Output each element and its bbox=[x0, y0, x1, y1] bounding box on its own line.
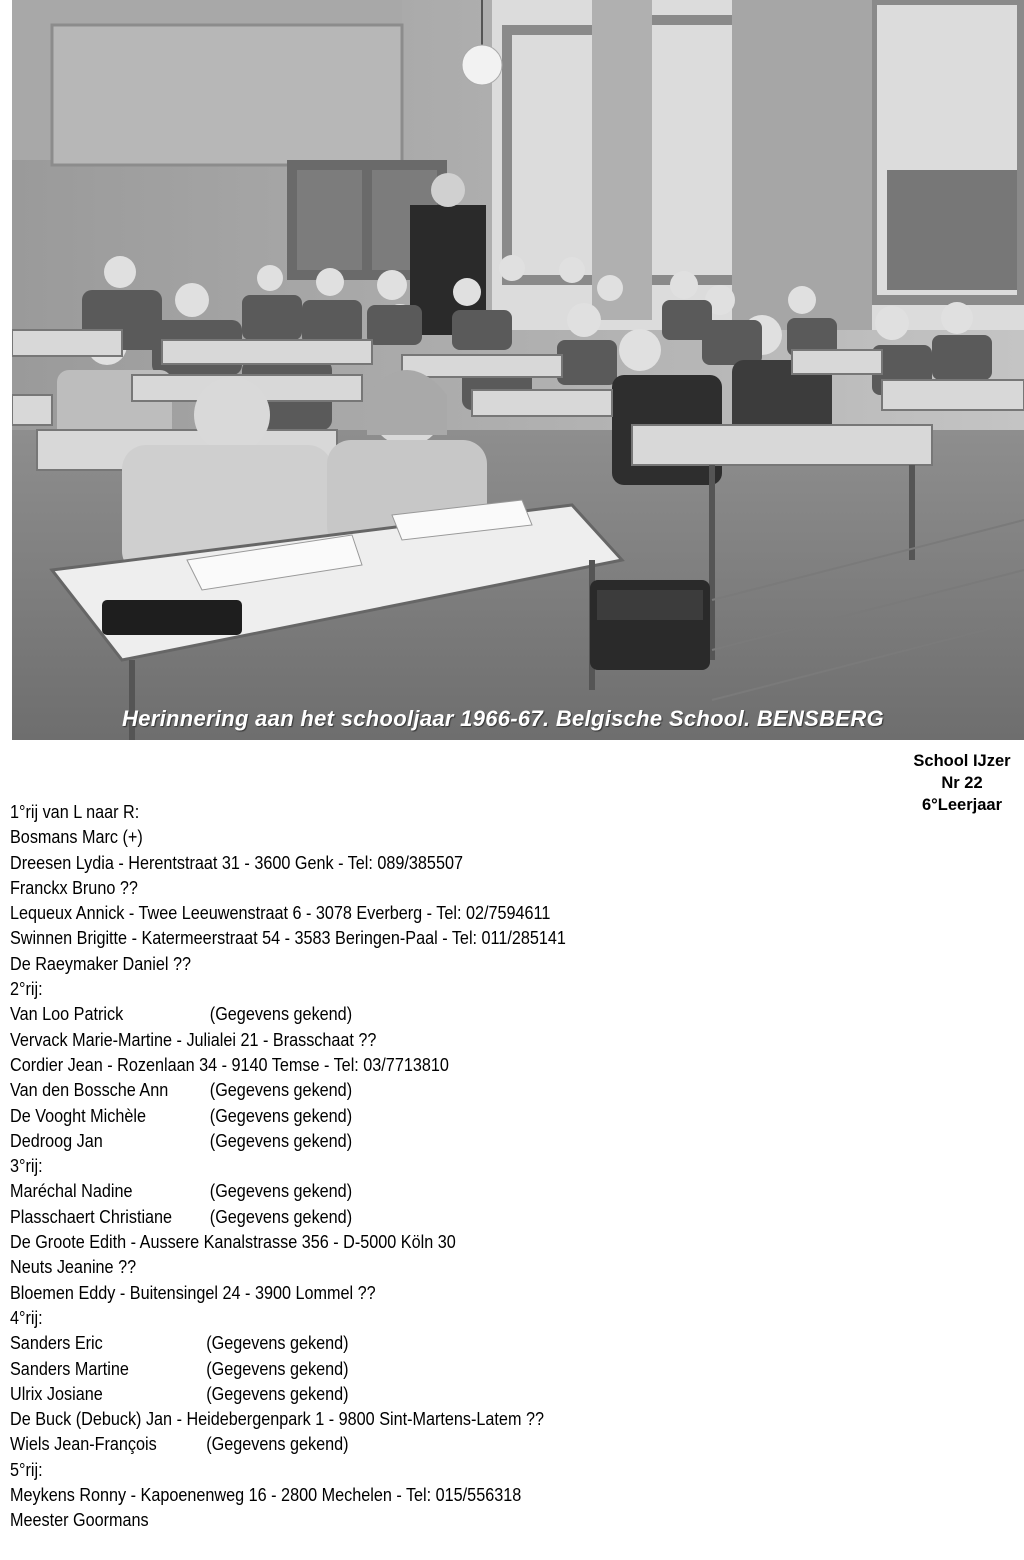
list-item-text: 1°rij van L naar R: bbox=[10, 802, 140, 822]
list-item-text: 3°rij: bbox=[10, 1156, 43, 1177]
list-item bbox=[10, 1129, 820, 1154]
list-item bbox=[10, 901, 820, 926]
list-item-text: Sanders Eric bbox=[10, 1333, 103, 1354]
school-name: School IJzer bbox=[913, 752, 1011, 770]
list-item bbox=[10, 1205, 820, 1230]
list-item-text: De Raeymaker Daniel ?? bbox=[10, 953, 191, 974]
list-item-text: Meester Goormans bbox=[10, 1510, 149, 1531]
list-item-status: (Gegevens gekend) bbox=[209, 1004, 353, 1025]
list-item bbox=[10, 1483, 820, 1508]
photo-caption: Herinnering aan het schooljaar 1966-67. Belgische School. BENSBERG bbox=[122, 706, 884, 731]
list-item-text: Wiels Jean-François bbox=[10, 1434, 157, 1455]
list-item bbox=[10, 1331, 820, 1356]
list-item-text: 4°rij: bbox=[10, 1307, 43, 1328]
list-item bbox=[10, 1357, 820, 1382]
photo-number: Nr 22 bbox=[941, 774, 983, 792]
list-item-text: Meykens Ronny - Kapoenenweg 16 - 2800 Mechelen - Tel: 015/556318 bbox=[10, 1485, 522, 1506]
classroom-photo-illustration bbox=[12, 0, 1024, 740]
list-item-text: Dreesen Lydia - Herentstraat 31 - 3600 Genk - Tel: 089/385507 bbox=[10, 852, 463, 873]
list-item-text: De Buck (Debuck) Jan - Heidebergenpark 1 - 9800 Sint-Martens-Latem ?? bbox=[10, 1409, 544, 1430]
list-item bbox=[10, 1458, 820, 1483]
list-item-text: Neuts Jeanine ?? bbox=[10, 1257, 137, 1278]
list-item-status: (Gegevens gekend) bbox=[206, 1333, 349, 1354]
list-item bbox=[10, 876, 820, 901]
list-item bbox=[10, 1104, 820, 1129]
list-item-text: 2°rij: bbox=[10, 979, 43, 1000]
class-photo bbox=[12, 0, 1024, 740]
list-item-text: Sanders Martine bbox=[10, 1358, 129, 1379]
list-item-status: (Gegevens gekend) bbox=[206, 1358, 349, 1379]
list-item-text: 5°rij: bbox=[10, 1459, 43, 1480]
list-item bbox=[10, 1028, 820, 1053]
list-item bbox=[10, 952, 820, 977]
list-item bbox=[10, 1154, 820, 1179]
list-item-text: Franckx Bruno ?? bbox=[10, 877, 138, 898]
list-item bbox=[10, 1382, 820, 1407]
list-item bbox=[10, 1255, 820, 1280]
list-item-text: Swinnen Brigitte - Katermeerstraat 54 - 3583 Beringen-Paal - Tel: 011/285141 bbox=[10, 928, 566, 949]
list-item-text: Dedroog Jan bbox=[10, 1130, 103, 1151]
list-item-text: Bloemen Eddy - Buitensingel 24 - 3900 Lommel ?? bbox=[10, 1282, 376, 1303]
list-item-text: Van den Bossche Ann bbox=[10, 1080, 169, 1101]
class-list bbox=[10, 800, 910, 1534]
list-item-text: De Groote Edith - Aussere Kanalstrasse 356 - D-5000 Köln 30 bbox=[10, 1232, 456, 1253]
list-item bbox=[10, 1002, 820, 1027]
list-item-text: Van Loo Patrick bbox=[10, 1004, 124, 1025]
list-item-status: (Gegevens gekend) bbox=[209, 1130, 353, 1151]
list-item bbox=[10, 1053, 820, 1078]
list-item-text: Maréchal Nadine bbox=[10, 1181, 133, 1202]
list-item-status: (Gegevens gekend) bbox=[206, 1434, 349, 1455]
list-item bbox=[10, 1281, 820, 1306]
list-item bbox=[10, 1230, 820, 1255]
list-item-status: (Gegevens gekend) bbox=[209, 1206, 353, 1227]
list-item-text: Ulrix Josiane bbox=[10, 1383, 103, 1404]
list-item-status: (Gegevens gekend) bbox=[206, 1383, 349, 1404]
list-item-text: Cordier Jean - Rozenlaan 34 - 9140 Temse - Tel: 03/7713810 bbox=[10, 1054, 449, 1075]
grade-level: 6°Leerjaar bbox=[922, 796, 1002, 814]
list-item bbox=[10, 977, 820, 1002]
list-item bbox=[10, 800, 820, 825]
list-item bbox=[10, 926, 820, 951]
list-item bbox=[10, 1306, 820, 1331]
list-item-text: Bosmans Marc (+) bbox=[10, 827, 143, 848]
list-item-text: Lequeux Annick - Twee Leeuwenstraat 6 - 3078 Everberg - Tel: 02/7594611 bbox=[10, 903, 551, 924]
list-item bbox=[10, 1432, 820, 1457]
list-item-status: (Gegevens gekend) bbox=[209, 1105, 353, 1126]
list-item-text: Plasschaert Christiane bbox=[10, 1206, 173, 1227]
list-item-status: (Gegevens gekend) bbox=[209, 1181, 353, 1202]
list-item bbox=[10, 1179, 820, 1204]
school-tag bbox=[902, 750, 1022, 816]
list-item bbox=[10, 825, 820, 850]
list-item-text: Vervack Marie-Martine - Julialei 21 - Brasschaat ?? bbox=[10, 1029, 377, 1050]
list-item bbox=[10, 1508, 820, 1533]
list-item bbox=[10, 1078, 820, 1103]
list-item bbox=[10, 851, 820, 876]
list-item bbox=[10, 1407, 820, 1432]
list-item-text: De Vooght Michèle bbox=[10, 1105, 146, 1126]
list-item-status: (Gegevens gekend) bbox=[209, 1080, 353, 1101]
